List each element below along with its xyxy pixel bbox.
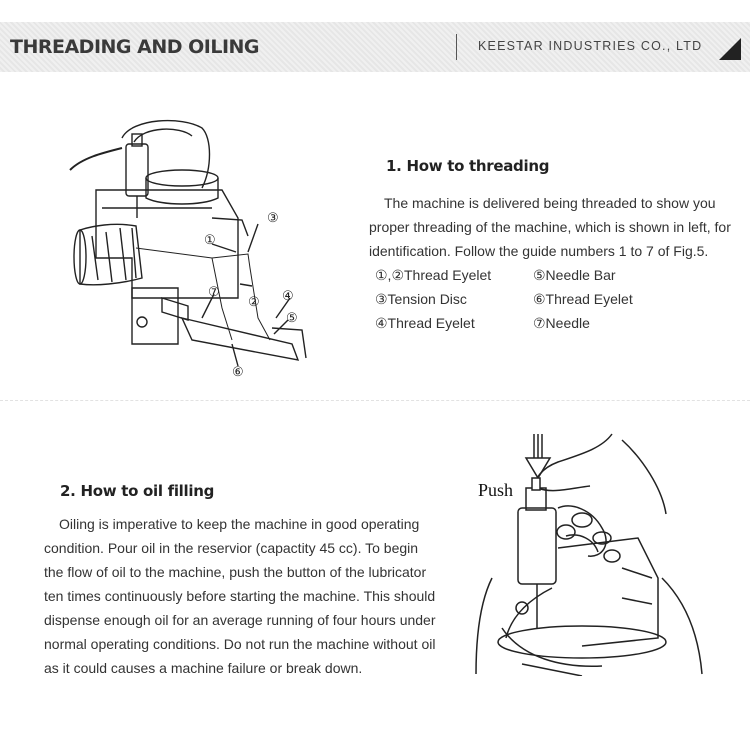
guide-item: ⑥Thread Eyelet bbox=[533, 291, 633, 307]
callout-4: ④ bbox=[282, 288, 294, 303]
corner-triangle-icon bbox=[719, 38, 741, 60]
callout-7: ⑦ bbox=[208, 284, 220, 299]
section1-paragraph bbox=[369, 191, 731, 263]
guide-item: ①,②Thread Eyelet bbox=[375, 267, 492, 283]
section2-line: the flow of oil to the machine, push the button of the lubricator bbox=[44, 564, 427, 580]
callout-6: ⑥ bbox=[232, 364, 244, 379]
callout-2: ② bbox=[248, 294, 260, 309]
push-label: Push bbox=[478, 480, 514, 500]
section2-line: as it could causes a machine failure or break down. bbox=[44, 660, 363, 676]
oil-filling-diagram bbox=[462, 428, 722, 676]
company-name: KEESTAR INDUSTRIES CO., LTD bbox=[478, 39, 703, 53]
section-divider bbox=[0, 400, 750, 401]
guide-item: ⑤Needle Bar bbox=[533, 267, 616, 283]
section2-heading: 2. How to oil filling bbox=[60, 482, 215, 500]
threading-diagram bbox=[62, 108, 330, 380]
header-banner bbox=[0, 22, 750, 72]
section2-line: Oiling is imperative to keep the machine in good operating bbox=[59, 516, 420, 532]
section2-line: normal operating conditions. Do not run the machine without oil bbox=[44, 636, 436, 652]
section2-line: ten times continuously before starting the machine. This should bbox=[44, 588, 436, 604]
threading-guide-list bbox=[375, 263, 695, 335]
section2-line: dispense enough oil for an average running of four hours under bbox=[44, 612, 436, 628]
header-separator bbox=[456, 34, 457, 60]
section1-line: proper threading of the machine, which is shown in left, for bbox=[369, 219, 731, 235]
guide-item: ③Tension Disc bbox=[375, 291, 467, 307]
section2-paragraph bbox=[44, 512, 436, 680]
page-title: THREADING AND OILING bbox=[10, 36, 260, 58]
callout-1: ① bbox=[204, 232, 216, 247]
section1-line: identification. Follow the guide numbers 1 to 7 of Fig.5. bbox=[369, 243, 709, 259]
section2-line: condition. Pour oil in the reservior (capactity 45 cc). To begin bbox=[44, 540, 419, 556]
section1-line: The machine is delivered being threaded to show you bbox=[384, 195, 716, 211]
callout-5: ⑤ bbox=[286, 310, 298, 325]
guide-item: ⑦Needle bbox=[533, 315, 590, 331]
callout-3: ③ bbox=[267, 210, 279, 225]
guide-item: ④Thread Eyelet bbox=[375, 315, 475, 331]
section1-heading: 1. How to threading bbox=[386, 157, 550, 175]
figure-callouts bbox=[204, 210, 298, 379]
